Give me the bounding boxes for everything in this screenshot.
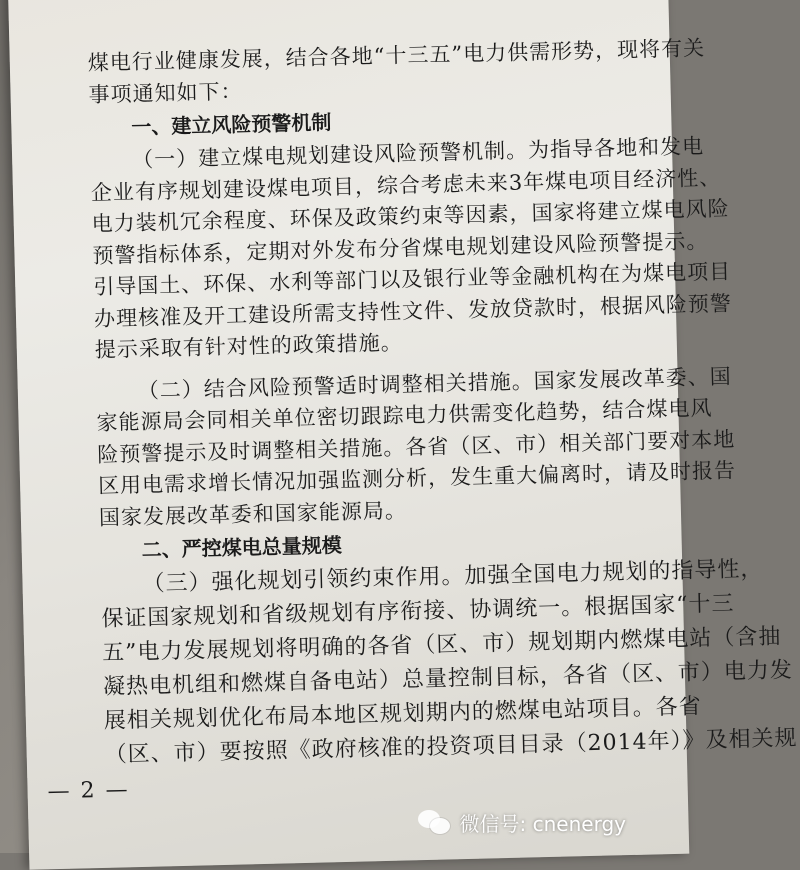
watermark [418, 808, 626, 837]
text-line: 引导国土、环保、水利等部门以及银行业等金融机构在为煤电项目 [92, 259, 732, 300]
text-line: （二）结合风险预警适时调整相关措施。国家发展改革委、国 [137, 363, 732, 403]
watermark-text: 微信号: cnenergy [459, 812, 626, 836]
text-line: 保证国家规划和省级规划有序衔接、协调统一。根据国家“十三 [101, 591, 735, 632]
text-line: 五”电力发展规划将明确的各省（区、市）规划期内燃煤电站（含抽 [101, 624, 782, 666]
text-line: 家能源局会同相关单位密切跟踪电力供需变化趋势，结合煤电风 [96, 395, 713, 435]
page-number: — 2 — [47, 777, 130, 805]
text-line: 提示采取有针对性的政策措施。 [94, 330, 404, 362]
text-line: 国家发展改革委和国家能源局。 [98, 497, 408, 530]
document-body [87, 35, 798, 772]
text-line: 区用电需求增长情况加强监测分析，发生重大偏离时，请及时报告 [97, 458, 737, 498]
text-line: （三）强化规划引领约束作用。加强全国电力规划的指导性， [142, 556, 764, 597]
section-heading-1: 一、建立风险预警机制 [131, 110, 332, 140]
text-line: 展相关规划优化布局本地区规划期内的燃煤电站项目。各省 [103, 694, 703, 734]
wechat-icon [418, 810, 452, 836]
text-line: 事项通知如下： [88, 78, 243, 107]
text-line: 办理核准及开工建设所需支持性文件、发放贷款时，根据风险预警 [93, 290, 733, 331]
text-line: 企业有序规划建设煤电项目，综合考虑未来3年煤电项目经济性、 [90, 165, 722, 205]
text-line: 电力装机冗余程度、环保及政策约束等因素，国家将建立煤电风险 [91, 196, 730, 237]
text-line: 凝热电机组和燃煤自备电站）总量控制目标，各省（区、市）电力发 [102, 658, 794, 700]
text-line: 预警指标体系，定期对外发布分省煤电规划建设风险预警提示。 [92, 228, 709, 268]
document-page [8, 0, 798, 870]
text-line: 险预警提示及时调整相关措施。各省（区、市）相关部门要对本地 [97, 426, 736, 467]
text-line: （一）建立煤电规划建设风险预警机制。为指导各地和发电 [131, 134, 705, 173]
text-line: （区、市）要按照《政府核准的投资项目目录（2014年）》及相关规 [104, 725, 798, 768]
section-heading-2: 二、严控煤电总量规模 [141, 533, 342, 562]
text-line: 煤电行业健康发展，结合各地“十三五”电力供需形势，现将有关 [87, 35, 706, 76]
